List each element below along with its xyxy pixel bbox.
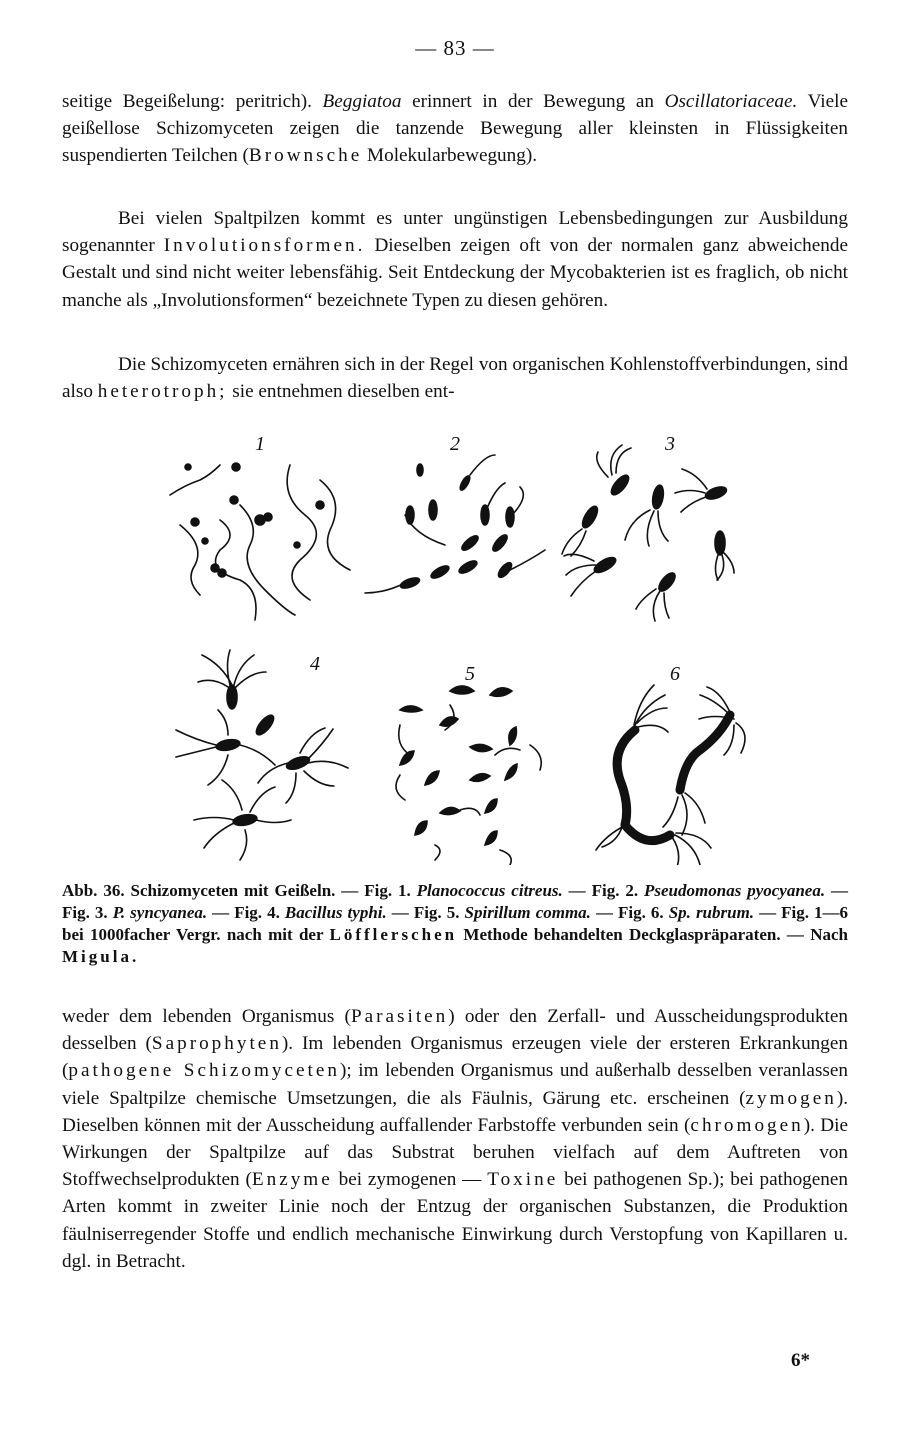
caption-run: — Fig. 4. <box>207 903 285 922</box>
text-run: ); im lebenden Organismus und außerhalb desselben veranlassen viele Spaltpilze chemische Umsetzungen, die als Fäulnis, Gärung etc. erscheinen ( <box>62 1060 848 1109</box>
paragraph-3 <box>62 351 848 405</box>
text-run: ). Im lebenden Organismus erzeugen viele der ersteren Erkrankungen ( <box>62 1033 848 1082</box>
author-migula: Migula <box>62 947 132 966</box>
signature-mark: 6* <box>791 1350 810 1371</box>
text-run: weder dem lebenden Organismus ( <box>62 1006 351 1027</box>
text-run: sie entnehmen dieselben ent- <box>227 381 455 403</box>
text-run: erinnert in der Bewegung an <box>401 91 665 112</box>
text-run: Viele geißellose Schizomyceten zeigen die tanzende Bewegung aller kleinsten in Flüssigkeiten suspendierten Teilchen ( <box>62 91 849 167</box>
text-run: seitige Begeißelung: peritrich). <box>62 91 323 112</box>
species-bacillus: Bacillus typhi. <box>284 903 387 922</box>
text-run: Bei vielen Spaltpilzen kommt es unter ungünstigen Lebensbedingungen zur Ausbildung sogenannter <box>62 208 848 257</box>
fig-6-rubrum <box>596 685 745 865</box>
term-zymogen: zymogen <box>745 1087 837 1109</box>
caption-run: — Fig. 6. <box>590 903 669 922</box>
text-run: bei pathogenen Sp.); bei pathogenen Arten kommt in zweiter Linie noch der Entzug der organischen Substanzen, die Produktion fäulniserregender Stoffe und endlich mechanische Einwirkung durch Verstopfung von Kapillaren u. dgl. in Betracht. <box>62 1169 848 1272</box>
text-run: ). Die Wirkungen der Spaltpilze auf das Substrat beruhen vielfach auf dem Auftreten von Stoffwechselprodukten ( <box>62 1114 849 1191</box>
text-run: ). Dieselben können mit der Ausscheidung auffallender Farbstoffe verbunden sein ( <box>62 1087 848 1136</box>
caption-run: Methode behandelten Deckglaspräparaten. — Nach <box>457 925 848 944</box>
paragraph-4 <box>62 1003 848 1275</box>
caption-run: — Fig. 3. <box>62 881 849 922</box>
fig-label-2: 2 <box>450 433 460 455</box>
fig-label-4: 4 <box>310 653 320 675</box>
species-rubrum: Sp. rubrum. <box>668 903 755 922</box>
text-run: Dieselben zeigen oft von der normalen ganz abweichende Gestalt und sind nicht weiter lebensfähig. Seit Entdeckung der Mycobakterien ist es fraglich, ob nicht manche als „Involutionsformen“ bezeichnete Typen zu diesen gehören. <box>62 235 848 311</box>
caption-run: . <box>131 947 137 966</box>
page-number: — 83 — <box>415 36 495 60</box>
figure-caption <box>62 880 848 968</box>
term-involutionsformen: Involutionsformen. <box>163 235 366 257</box>
term-saprophyten: Saprophyten <box>151 1033 282 1055</box>
fig-1-planococcus <box>170 463 350 620</box>
caption-run: Abb. 36. Schizomyceten mit Geißeln. — Fig. 1. <box>62 881 417 900</box>
caption-run: — Fig. 1—6 bei 1000facher Vergr. nach mit der <box>62 903 849 944</box>
paragraph-1 <box>62 88 848 170</box>
paragraph-2 <box>62 205 848 314</box>
text-run: Die Schizomyceten ernähren sich in der Regel von organischen Kohlenstoffverbindungen, sind also <box>62 354 848 403</box>
text-run: ) oder den Zerfall- und Ausscheidungsprodukten desselben ( <box>62 1006 848 1055</box>
text-run: bei zymogenen — <box>332 1169 488 1191</box>
fig-4-bacillus <box>176 650 348 860</box>
fig-label-6: 6 <box>670 663 680 685</box>
species-syncyanea: P. syncyanea. <box>112 903 208 922</box>
fig-label-1: 1 <box>255 433 265 455</box>
caption-run: — Fig. 2. <box>562 881 645 900</box>
term-pathogene: pathogene Schizomyceten <box>68 1060 341 1082</box>
term-enzyme: Enzyme <box>251 1169 333 1191</box>
fig-3-syncyanea <box>562 445 734 621</box>
fig-2-pseudomonas <box>365 455 545 593</box>
species-spirillum: Spirillum comma. <box>464 903 591 922</box>
term-toxine: Toxine <box>487 1169 559 1191</box>
fig-label-3: 3 <box>665 433 675 455</box>
family-oscillatoriaceae: Oscillatoriaceae. <box>664 91 798 112</box>
bacteria-illustration <box>150 425 750 865</box>
genus-beggiatoa: Beggiatoa <box>322 91 402 112</box>
species-planococcus: Planococcus citreus. <box>416 881 563 900</box>
fig-5-spirillum <box>396 686 541 865</box>
caption-run: — Fig. 5. <box>386 903 465 922</box>
term-chromogen: chromogen <box>690 1114 804 1136</box>
fig-label-5: 5 <box>465 663 475 685</box>
figure-schizomyceten <box>150 425 750 865</box>
term-parasiten: Parasiten <box>350 1006 449 1027</box>
author-loeffler: Löfflerschen <box>329 925 458 944</box>
term-brownsche: Brownsche <box>248 145 363 167</box>
term-heterotroph: heterotroph; <box>97 381 228 403</box>
text-run: Molekularbewegung). <box>362 145 538 167</box>
species-pseudomonas: Pseudomonas pyocyanea. <box>644 881 826 900</box>
